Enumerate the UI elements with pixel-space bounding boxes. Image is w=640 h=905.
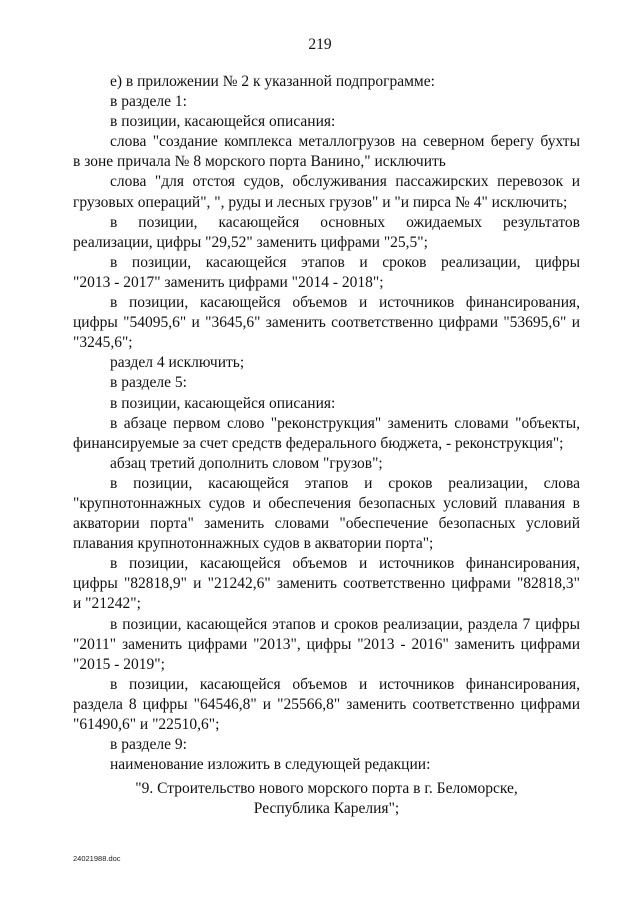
text-line: в разделе 9: <box>110 736 187 754</box>
text-line: раздела 8 цифры "64546,8" и "25566,8" заменить соответственно цифрами <box>73 695 580 713</box>
text-line: в позиции, касающейся этапов и сроков реализации, слова <box>110 474 580 492</box>
text-line: и "21242"; <box>73 595 141 613</box>
text-line: в позиции, касающейся основных ожидаемых результатов <box>110 213 580 231</box>
text-line: акватории порта" заменить словами "обеспечение безопасных условий <box>73 515 580 533</box>
text-line: слова "для отстоя судов, обслуживания пассажирских перевозок и <box>110 173 580 191</box>
text-line: финансируемые за счет средств федерального бюджета, - реконструкция"; <box>73 434 564 452</box>
text-line: раздел 4 исключить; <box>110 354 245 372</box>
text-line: в позиции, касающейся описания: <box>110 394 336 412</box>
text-line: "2011" заменить цифрами "2013", цифры "2013 - 2016" заменить цифрами <box>73 635 580 653</box>
text-line: в позиции, касающейся объемов и источников финансирования, <box>110 675 580 693</box>
text-line: в абзаце первом слово "реконструкция" заменить словами "объекты, <box>110 414 580 432</box>
text-line: "3245,6"; <box>73 334 133 352</box>
text-line: цифры "54095,6" и "3645,6" заменить соответственно цифрами "53695,6" и <box>73 314 580 332</box>
text-line: в позиции, касающейся описания: <box>110 113 336 131</box>
text-line: реализации, цифры "29,52" заменить цифрами "25,5"; <box>73 233 428 251</box>
text-line: наименование изложить в следующей редакции: <box>110 756 431 774</box>
text-line: цифры "82818,9" и "21242,6" заменить соответственно цифрами "82818,3" <box>73 575 580 593</box>
page-number: 219 <box>308 36 332 53</box>
text-line: плавания крупнотоннажных судов в акватории порта"; <box>73 535 434 553</box>
text-line: в зоне причала № 8 морского порта Ванино," исключить <box>73 153 446 171</box>
text-line: "2015 - 2019"; <box>73 655 165 673</box>
text-line: в позиции, касающейся объемов и источников финансирования, <box>110 294 580 312</box>
text-line: "крупнотоннажных судов и обеспечения безопасных условий плавания в <box>73 494 580 512</box>
text-line: в позиции, касающейся этапов и сроков реализации, раздела 7 цифры <box>110 615 580 633</box>
file-name-footer: 24021988.doc <box>73 854 121 863</box>
text-line: "2013 - 2017" заменить цифрами "2014 - 2018"; <box>73 273 384 291</box>
text-line: в разделе 5: <box>110 374 187 392</box>
text-line: в разделе 1: <box>110 93 187 111</box>
text-line: в позиции, касающейся этапов и сроков реализации, цифры <box>110 253 580 271</box>
quoted-heading-line-2: Республика Карелия"; <box>253 800 400 818</box>
text-line: "61490,6" и "22510,6"; <box>73 716 220 733</box>
text-line: в позиции, касающейся объемов и источников финансирования, <box>110 555 580 573</box>
document-body <box>73 72 580 819</box>
text-line: е) в приложении № 2 к указанной подпрограмме: <box>110 73 435 90</box>
text-line: слова "создание комплекса металлогрузов на северном берегу бухты <box>110 133 580 151</box>
text-line: абзац третий дополнить словом "грузов"; <box>110 454 383 472</box>
text-line: грузовых операций", ", руды и лесных грузов" и "и пирса № 4" исключить; <box>73 193 568 211</box>
quoted-heading-line-1: "9. Строительство нового морского порта в г. Беломорске, <box>135 780 518 798</box>
